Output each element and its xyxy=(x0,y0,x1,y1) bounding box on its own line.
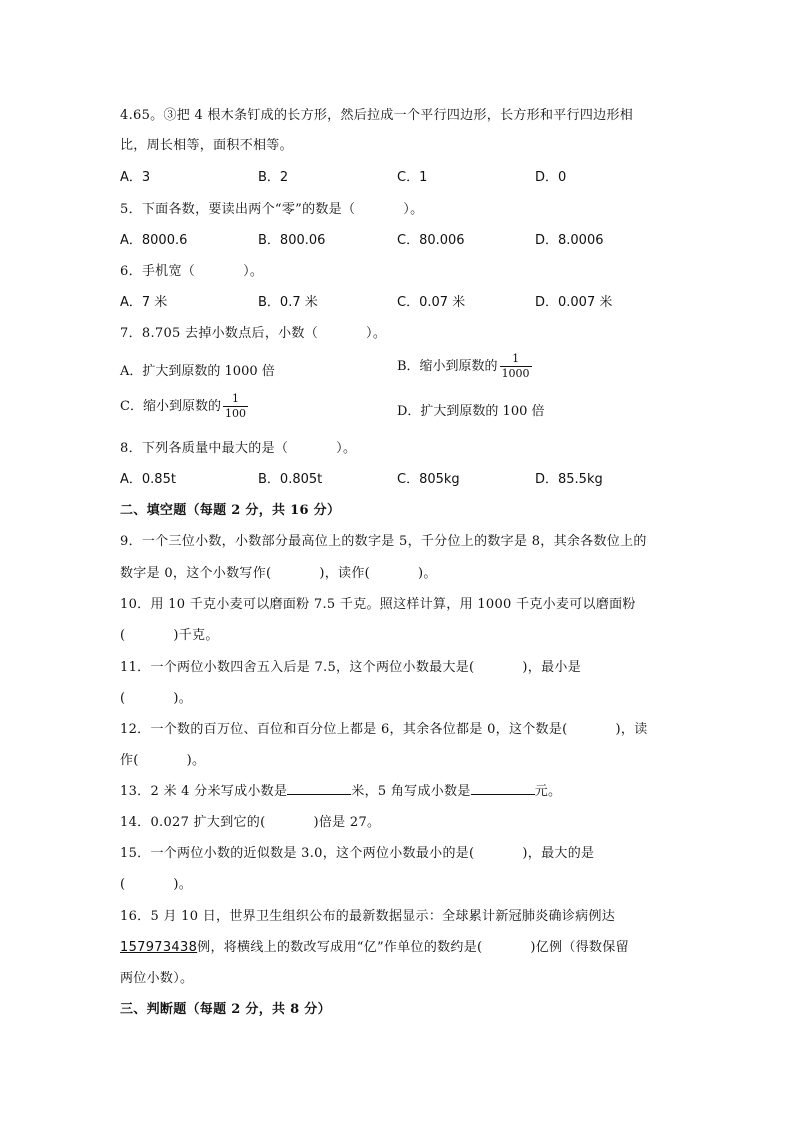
q4-option-a: A．3 xyxy=(120,170,151,185)
q6-stem xyxy=(120,260,263,279)
q16-text-c: )亿例（得数保留 xyxy=(530,940,629,955)
q8-stem xyxy=(120,437,356,456)
q13-text-b: 米，5 角写成小数是 xyxy=(351,784,471,799)
q15-text-c: ( xyxy=(120,877,126,892)
q6-option-d: D．0.007 米 xyxy=(535,295,613,310)
q10-line2 xyxy=(120,624,219,643)
q4-option-d: D．0 xyxy=(535,170,567,185)
q8-option-d: D．85.5kg xyxy=(535,472,603,487)
q12-line2 xyxy=(120,749,205,768)
q14-line xyxy=(120,811,380,830)
q8-stem-end: ）。 xyxy=(336,441,357,456)
q9-line2 xyxy=(120,562,437,581)
q11-text-b: )，最小是 xyxy=(522,660,581,675)
q8-stem-text: 8．下列各质量中最大的是（ xyxy=(120,441,289,456)
fraction-denominator: 1000 xyxy=(501,367,530,380)
q8-option-a: A．0.85t xyxy=(120,472,176,487)
q9-text-a: 数字是 0，这个小数写作( xyxy=(120,566,272,581)
q5-stem xyxy=(120,198,423,217)
q6-stem-end: ）。 xyxy=(243,264,264,279)
fraction-denominator: 100 xyxy=(224,407,246,420)
q4-options xyxy=(120,166,680,196)
q5-option-c: C．80.006 xyxy=(397,233,465,248)
q7-stem-text: 7．8.705 去掉小数点后，小数（ xyxy=(120,326,319,341)
fraction-numerator: 1 xyxy=(231,392,239,405)
q15-line2 xyxy=(120,873,192,892)
q6-options xyxy=(120,291,680,321)
q7-options-row1 xyxy=(120,352,680,386)
q13-line xyxy=(120,780,561,799)
q12-line1 xyxy=(120,718,648,737)
q12-text-b: )，读 xyxy=(615,722,648,737)
q9-line1: 9．一个三位小数，小数部分最高位上的数字是 5，千分位上的数字是 8，其余各数位上的 xyxy=(120,534,647,549)
q16-text-b: 例，将横线上的数改写成用“亿”作单位的数约是( xyxy=(197,940,483,955)
q9-text-c: )。 xyxy=(418,566,437,581)
q16-line1: 16．5 月 10 日，世界卫生组织公布的最新数据显示：全球累计新冠肺炎确诊病例达 xyxy=(120,909,616,924)
section-heading-fill-in: 二、填空题（每题 2 分，共 16 分） xyxy=(120,503,341,518)
q11-text-d: )。 xyxy=(173,691,193,706)
q9-text-b: )，读作( xyxy=(319,566,371,581)
q5-option-d: D．8.0006 xyxy=(535,233,604,248)
q8-option-b: B．0.805t xyxy=(258,472,323,487)
answer-blank[interactable] xyxy=(287,783,351,795)
q16-line2 xyxy=(120,936,629,955)
fraction-numerator: 1 xyxy=(512,352,520,365)
section-heading-true-false: 三、判断题（每题 2 分，共 8 分） xyxy=(120,1002,331,1017)
q5-option-b: B．800.06 xyxy=(258,233,326,248)
q8-options xyxy=(120,468,680,498)
q16-underlined-number: 157973438 xyxy=(120,940,198,955)
q7-options-row2 xyxy=(120,392,680,426)
q15-line1 xyxy=(120,842,594,861)
q6-stem-text: 6．手机宽（ xyxy=(120,264,196,279)
q5-option-a: A．8000.6 xyxy=(120,233,188,248)
q15-text-d: )。 xyxy=(173,877,193,892)
q13-text-a: 13．2 米 4 分米写成小数是 xyxy=(120,784,288,799)
q7-stem-end: ）。 xyxy=(366,326,387,341)
q7-option-c-text: C．缩小到原数的 xyxy=(120,399,221,414)
q6-option-a: A．7 米 xyxy=(120,295,168,310)
q10-line1: 10．用 10 千克小麦可以磨面粉 7.5 千克。照这样计算，用 1000 千克小麦可以磨面粉 xyxy=(120,597,636,612)
q5-options xyxy=(120,229,680,259)
q7-option-b-text: B．缩小到原数的 xyxy=(397,359,498,374)
q5-stem-text: 5．下面各数，要读出两个“零”的数是（ xyxy=(120,202,356,217)
q12-text-c: 作( xyxy=(120,753,139,768)
q4-option-c: C．1 xyxy=(397,170,428,185)
q15-text-b: )，最大的是 xyxy=(522,846,595,861)
q13-text-c: 元。 xyxy=(534,784,562,799)
q10-text-b: )千克。 xyxy=(173,628,219,643)
q5-stem-end: ）。 xyxy=(403,202,424,217)
q16-line3: 两位小数）。 xyxy=(120,971,194,986)
q12-text-d: )。 xyxy=(186,753,206,768)
q11-text-c: ( xyxy=(120,691,126,706)
q15-text-a: 15．一个两位小数的近似数是 3.0，这个两位小数最小的是( xyxy=(120,846,475,861)
q8-option-c: C．805kg xyxy=(397,472,460,487)
q7-option-c-fraction xyxy=(223,392,248,421)
q14-text-b: )倍是 27。 xyxy=(313,815,381,830)
q7-option-c xyxy=(120,392,248,421)
answer-blank[interactable] xyxy=(471,783,535,795)
q6-option-b: B．0.7 米 xyxy=(258,295,318,310)
q7-option-a: A．扩大到原数的 1000 倍 xyxy=(120,364,275,379)
q14-text-a: 14．0.027 扩大到它的( xyxy=(120,815,266,830)
q11-line2 xyxy=(120,687,192,706)
q4-line2: 比，周长相等，面积不相等。 xyxy=(120,138,293,153)
q4-option-b: B．2 xyxy=(258,170,289,185)
q7-option-b-fraction xyxy=(500,352,532,381)
q11-text-a: 11．一个两位小数四舍五入后是 7.5，这个两位小数最大是( xyxy=(120,660,475,675)
q6-option-c: C．0.07 米 xyxy=(397,295,466,310)
q12-text-a: 12．一个数的百万位、百位和百分位上都是 6，其余各位都是 0，这个数是( xyxy=(120,722,568,737)
q11-line1 xyxy=(120,656,581,675)
q10-text-a: ( xyxy=(120,628,126,643)
q7-option-b xyxy=(397,352,532,381)
q4-line1: 4.65。③把 4 根木条钉成的长方形，然后拉成一个平行四边形，长方形和平行四边形相 xyxy=(120,108,634,123)
q7-option-d: D．扩大到原数的 100 倍 xyxy=(397,404,545,419)
q7-stem xyxy=(120,322,386,341)
